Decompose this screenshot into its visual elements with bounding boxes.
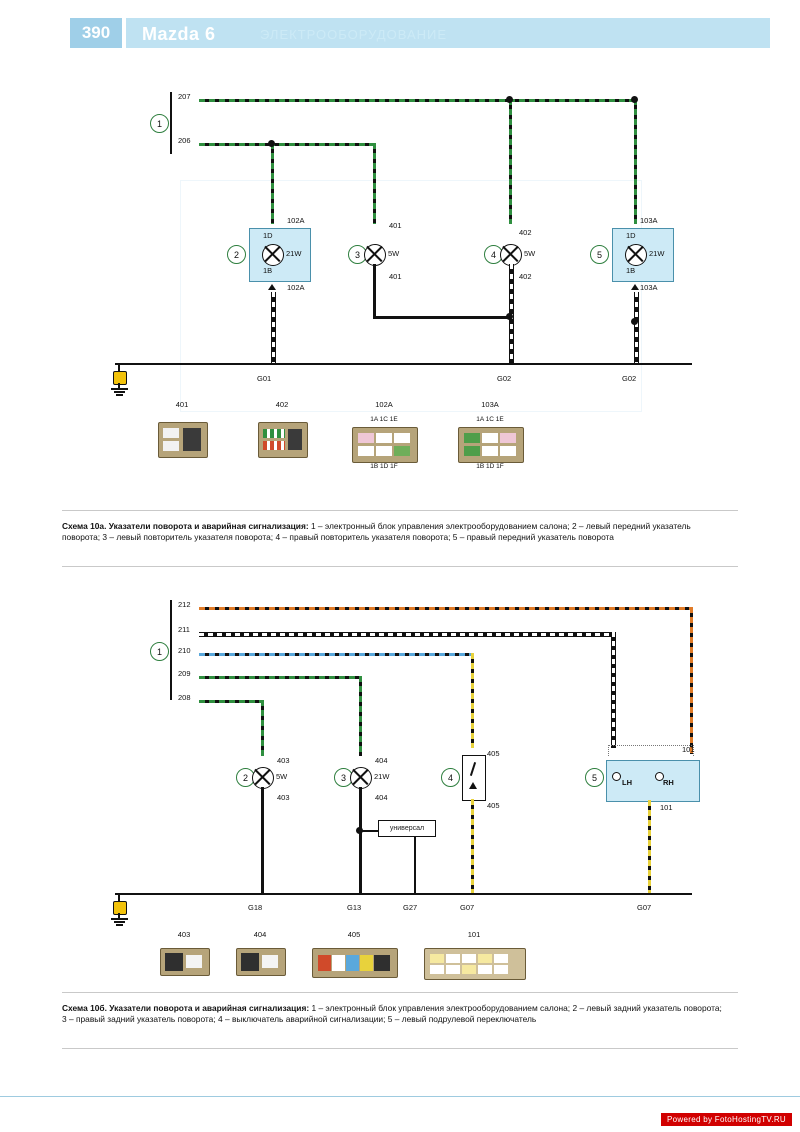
ground-symbol-icon	[110, 363, 130, 393]
terminal-label-211: 211	[178, 625, 190, 634]
device-5b-number: 5	[585, 768, 604, 787]
device-2-ground-wire	[271, 292, 276, 364]
device-4-number: 4	[484, 245, 503, 264]
device-2b-watt: 5W	[276, 772, 288, 781]
ground-label-g01: G01	[257, 374, 272, 383]
connector-401-thumb	[158, 422, 208, 458]
universal-note: универсал	[378, 820, 436, 837]
header-ghost-text: ЭЛЕКТРООБОРУДОВАНИЕ	[260, 27, 448, 42]
junction-node	[631, 318, 638, 325]
wire-210-drop	[471, 653, 474, 748]
connector-103A-label: 103A	[481, 400, 499, 409]
device-2-bottom-code: 102A	[287, 283, 305, 292]
connector-103A-pins-top: 1A 1C 1E	[476, 416, 504, 423]
wire-207	[199, 99, 636, 102]
caption-rule-bottom	[62, 566, 738, 567]
device-3b-ground-wire	[359, 787, 362, 894]
caption-10b-title: Схема 10б. Указатели поворота и аварийная сигнализация:	[62, 1003, 310, 1013]
device-4b-switch-box	[462, 755, 486, 801]
device-2-number: 2	[227, 245, 246, 264]
connector-101-thumb	[424, 948, 526, 980]
ground-label-g02: G02	[497, 374, 512, 383]
caption-10a	[62, 521, 722, 544]
device-2-pin-top: 1D	[263, 231, 273, 240]
device-3-number: 3	[348, 245, 367, 264]
connector-103A-thumb	[458, 427, 524, 463]
header-band	[126, 18, 770, 48]
connector-403-thumb	[160, 948, 210, 976]
caption-10b-body: 1 – электронный блок управления электрооборудованием салона; 2 – левый задний указатель поворота; 3 – правый задний указатель поворота; 4 – выключатель аварийной сигнализации; 5 – левый подрулевой переключатель	[62, 1003, 722, 1025]
universal-branch-drop	[414, 830, 416, 894]
ground-label-g18: G18	[248, 903, 263, 912]
ground-symbol-icon-b	[110, 893, 130, 923]
device-2b-ground-wire	[261, 787, 264, 894]
device-5b-terminal-lh: LH	[622, 778, 632, 787]
device-5b-terminal-rh: RH	[663, 778, 674, 787]
connector-401-label: 401	[175, 400, 189, 409]
terminal-label-206: 206	[178, 136, 191, 145]
junction-node	[631, 96, 638, 103]
block-number-1-b: 1	[150, 642, 169, 661]
page-number: 390	[70, 18, 122, 48]
device-4-bottom-code: 402	[519, 272, 532, 281]
device-2b-bottom-code: 403	[277, 793, 290, 802]
connector-102A-thumb	[352, 427, 418, 463]
brand-title: Mazda 6	[142, 24, 216, 44]
device-2-arrow-icon	[268, 284, 276, 290]
device-5b-ground-wire	[648, 800, 651, 894]
ground-label-g07: G07	[460, 903, 475, 912]
device-3b-top-code: 404	[375, 756, 388, 765]
page-header	[70, 18, 770, 48]
terminal-label-207: 207	[178, 92, 191, 101]
device-2b-lamp-icon	[252, 767, 274, 789]
junction-node	[268, 140, 275, 147]
device-4-lamp-icon	[500, 244, 522, 266]
device-4b-bottom-code: 405	[487, 801, 500, 810]
junction-node	[506, 313, 513, 320]
connector-404-thumb	[236, 948, 286, 976]
device-5-watt: 21W	[649, 249, 665, 258]
wire-210	[199, 653, 474, 656]
wire-212	[199, 607, 693, 610]
ground-label-g02-b: G02	[622, 374, 637, 383]
device-4b-number: 4	[441, 768, 460, 787]
footer-badge: Powered by FotoHostingTV.RU	[661, 1113, 792, 1126]
page-bottom-rule	[0, 1096, 800, 1097]
ground-label-g07-b: G07	[637, 903, 652, 912]
device-5b-top-code: 101	[682, 745, 695, 754]
block1-bracket-b	[170, 600, 172, 700]
device-5-ground-wire	[634, 292, 639, 364]
caption-rule-top	[62, 510, 738, 511]
block1-bracket	[170, 92, 172, 154]
device-5-pin-top: 1D	[626, 231, 636, 240]
device-5-top-code: 103A	[640, 216, 658, 225]
wire-212-drop	[690, 607, 693, 754]
wire-207-drop-4	[509, 99, 512, 224]
device-3-bottom-code: 401	[389, 272, 402, 281]
wire-206-drop-3	[373, 143, 376, 224]
junction-node	[506, 96, 513, 103]
device-3-top-code: 401	[389, 221, 402, 230]
device-2b-top-code: 403	[277, 756, 290, 765]
connector-102A-label: 102A	[375, 400, 393, 409]
ground-bus-bottom	[115, 893, 692, 895]
device-5b-contact-rh	[655, 772, 664, 781]
connector-404-label: 404	[253, 930, 267, 939]
device-2-lamp-icon	[262, 244, 284, 266]
device-4-watt: 5W	[524, 249, 536, 258]
wire-211	[199, 632, 613, 637]
connector-101-label: 101	[467, 930, 481, 939]
device-5-bottom-code: 103A	[640, 283, 658, 292]
connector-402-thumb	[258, 422, 308, 458]
device-3-ground-wire	[373, 264, 376, 316]
device-3-watt: 5W	[388, 249, 400, 258]
terminal-label-209: 209	[178, 669, 191, 678]
device-5-arrow-icon	[631, 284, 639, 290]
connector-102A-pins-bottom: 1B 1D 1F	[370, 463, 398, 470]
terminal-label-208: 208	[178, 693, 191, 702]
connector-403-label: 403	[177, 930, 191, 939]
wire-206-drop-2	[271, 143, 274, 224]
ground-bus-top	[115, 363, 692, 365]
caption-10b	[62, 1003, 722, 1026]
wire-209-drop	[359, 676, 362, 756]
caption-rule-top-b	[62, 992, 738, 993]
device-4b-top-code: 405	[487, 749, 500, 758]
terminal-label-210: 210	[178, 646, 191, 655]
connector-102A-pins-top: 1A 1C 1E	[370, 416, 398, 423]
caption-10a-body: 1 – электронный блок управления электрооборудованием салона; 2 – левый передний указатель поворота; 3 – левый повторитель указателя поворота; 4 – правый повторитель указателя поворота; 5 – правый передний указатель поворота	[62, 521, 691, 543]
connector-402-label: 402	[275, 400, 289, 409]
background-watermark	[180, 180, 642, 412]
device-3b-number: 3	[334, 768, 353, 787]
wire-208-drop	[261, 700, 264, 756]
device-4-top-code: 402	[519, 228, 532, 237]
ground-label-g13: G13	[347, 903, 362, 912]
ground-label-g27: G27	[403, 903, 418, 912]
device-5b-contact-lh	[612, 772, 621, 781]
device-2-pin-bottom: 1B	[263, 266, 273, 275]
device-2b-number: 2	[236, 768, 255, 787]
wire-206	[199, 143, 375, 146]
wire-207-drop-5	[634, 99, 637, 224]
caption-rule-bottom-b	[62, 1048, 738, 1049]
device-3b-watt: 21W	[374, 772, 390, 781]
device-4b-ground-wire	[471, 799, 474, 894]
connector-103A-pins-bottom: 1B 1D 1F	[476, 463, 504, 470]
device-3-to-g02-link	[373, 316, 512, 319]
device-5b-box	[606, 760, 700, 802]
device-5-pin-bottom: 1B	[626, 266, 636, 275]
wire-211-drop	[611, 632, 616, 748]
device-2-watt: 21W	[286, 249, 302, 258]
device-3-lamp-icon	[364, 244, 386, 266]
device-3b-bottom-code: 404	[375, 793, 388, 802]
wire-209	[199, 676, 362, 679]
terminal-label-212: 212	[178, 600, 191, 609]
device-5b-bottom-code: 101	[660, 803, 673, 812]
caption-10a-title: Схема 10а. Указатели поворота и аварийная сигнализация:	[62, 521, 309, 531]
device-3b-lamp-icon	[350, 767, 372, 789]
device-5-number: 5	[590, 245, 609, 264]
connector-405-label: 405	[347, 930, 361, 939]
device-2-top-code: 102A	[287, 216, 305, 225]
block-number-1: 1	[150, 114, 169, 133]
wire-208	[199, 700, 264, 703]
connector-405-thumb	[312, 948, 398, 978]
device-5-lamp-icon	[625, 244, 647, 266]
